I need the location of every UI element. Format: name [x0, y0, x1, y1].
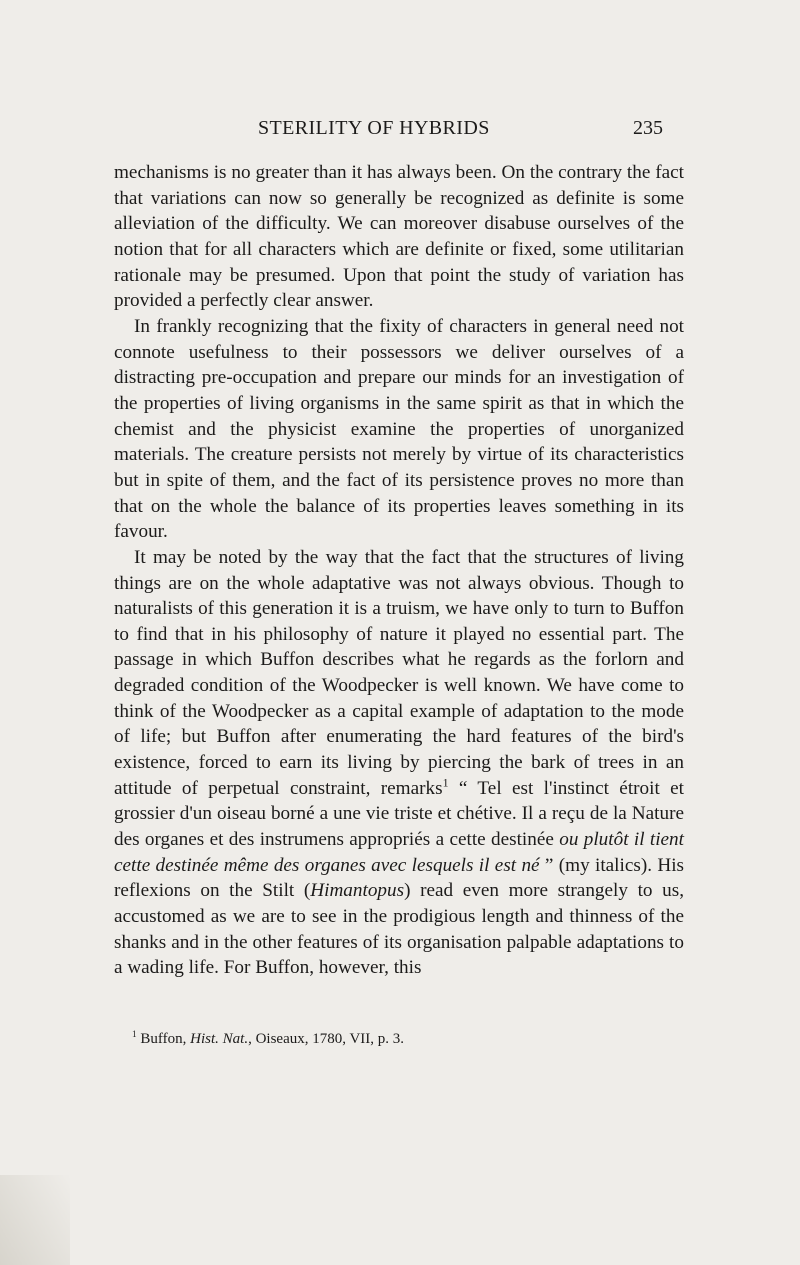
- paragraph-2: In frankly recognizing that the fixity of characters in general need not connote usefulness to their possessors we deliver ourselves of a distracting pre-occupation and prepare our minds for an investigation of the properties of living organisms in the same spirit as that in which the chemist and the physicist examine the properties of unorganized materials. The creature persists not merely by virtue of its characteristics but in spite of them, and the fact of its persistence proves no more than that on the whole the balance of its properties leaves something in its favour.: [114, 315, 684, 543]
- page-number: 235: [633, 117, 663, 139]
- french-quote-text: “ Tel est l'instinct étroit et grossier d'un oiseau borné a une vie triste et chétive. Il a reçu de la Nature des organes et des instrumens appropriés a cette destinée: [114, 777, 684, 851]
- footnote-text-end: , Oiseaux, 1780, VII, p. 3.: [248, 1031, 405, 1047]
- running-head: STERILITY OF HYBRIDS: [258, 117, 490, 139]
- footnote: [132, 1029, 404, 1049]
- paragraph-1: mechanisms is no greater than it has always been. On the contrary the fact that variations can now so generally be recognized as definite is some alleviation of the difficulty. We can moreover disabuse ourselves of the notion that for all characters which are definite or fixed, some utilitarian rationale may be presumed. Upon that point the study of variation has provided a perfectly clear answer.: [114, 162, 684, 312]
- scan-shadow: [0, 1175, 70, 1265]
- paragraph-3: [114, 545, 684, 981]
- paragraph-3-text-continued: ” (my italics). His reflexions on the Stilt (: [114, 854, 685, 902]
- paragraph-3-text: It may be noted by the way that the fact that the structures of living things are on the whole adaptative was not always obvious. Though to naturalists of this generation it is a truism, we have only to turn to Buffon to find that in his philosophy of nature it played no essential part. The passage in which Buffon describes what he regards as the forlorn and degraded condition of the Woodpecker is well known. We have come to think of the Woodpecker as a capital example of adaptation to the mode of life; but Buffon after enumerating the hard features of the bird's existence, forced to earn its living by piercing the bark of trees in an attitude of perpetual constraint, remarks: [114, 546, 684, 799]
- footnote-text: Buffon,: [136, 1031, 191, 1047]
- body-text: [114, 160, 684, 981]
- footnote-reference: 1: [442, 775, 449, 790]
- italic-quote: ou plutôt il tient cette destinée même des organes avec lesquels il est né: [114, 829, 684, 876]
- species-name: Himantopus: [310, 880, 405, 902]
- footnote-marker: 1: [132, 1030, 137, 1040]
- paragraph-3-text-end: ) read even more strangely to us, accustomed as we are to see in the prodigious length and thinness of the shanks and in the other features of its organisation palpable adaptations to a wading life. For Buffon, however, this: [114, 880, 684, 979]
- footnote-italic-title: Hist. Nat.: [190, 1031, 249, 1047]
